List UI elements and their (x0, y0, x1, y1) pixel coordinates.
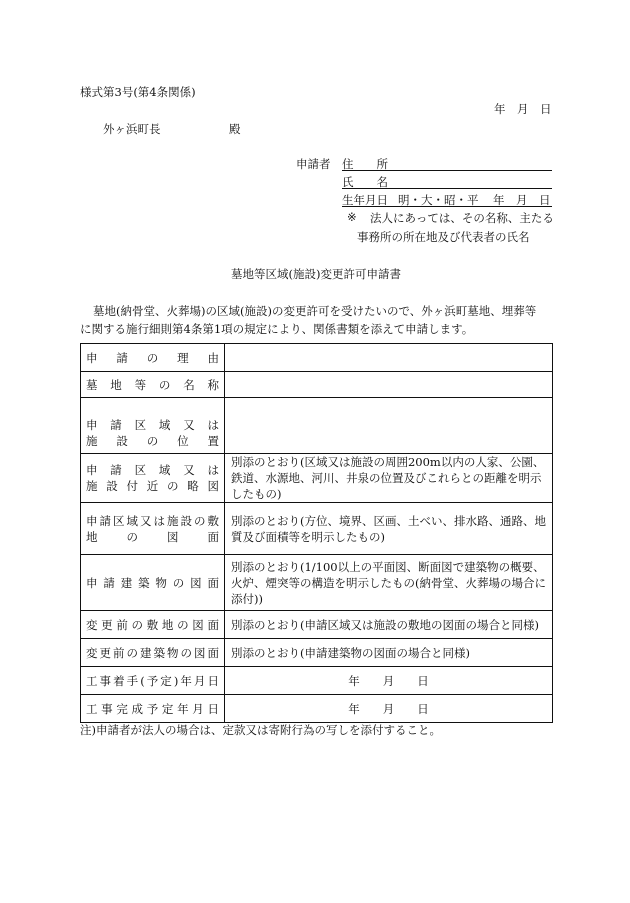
row-label: 変更前の敷地の図面 (81, 611, 225, 639)
row-label: 申請区域又は 施設付近の略図 (81, 454, 225, 503)
table-row (81, 454, 553, 503)
dob-date: 年 月 日 (493, 193, 551, 207)
submission-date: 年 月 日 (494, 102, 552, 116)
addressee-honorific: 殿 (229, 122, 241, 136)
row-label: 申請の理由 (81, 344, 225, 372)
addressee: 外ヶ浜町長 (103, 122, 161, 136)
application-table (80, 343, 553, 723)
intro-line-2: に関する施行細則第4条第1項の規定により、関係書類を添えて申請します。 (80, 322, 474, 336)
dob-era: 明・大・昭・平 (398, 193, 479, 207)
row-value: 別添のとおり(1/100以上の平面図、断面図で建築物の概要、火炉、煙突等の構造を明示したもの(納骨堂、火葬場の場合に添付)) (225, 555, 553, 611)
address-underline (342, 170, 552, 171)
dob-label: 生年月日 (342, 193, 388, 207)
applicant-address-label: 住 所 (342, 157, 388, 171)
note-mark: ※ (347, 210, 357, 224)
footnote: 注)申請者が法人の場合は、定款又は寄附行為の写しを添付すること。 (80, 723, 441, 737)
location-field[interactable] (225, 398, 553, 454)
applicant-label: 申請者 (296, 157, 331, 171)
table-row (81, 398, 553, 454)
row-label: 工事完成予定年月日 (81, 695, 225, 723)
row-label: 工事着手(予定)年月日 (81, 667, 225, 695)
row-label: 申請区域又は 施設の位置 (81, 398, 225, 454)
row-value: 別添のとおり(申請建築物の図面の場合と同様) (225, 639, 553, 667)
intro-line-1: 墓地(納骨堂、火葬場)の区域(施設)の変更許可を受けたいので、外ヶ浜町墓地、埋葬等 (93, 304, 537, 318)
start-date-field[interactable]: 年 月 日 (225, 667, 553, 695)
table-row (81, 344, 553, 372)
completion-date-field[interactable]: 年 月 日 (225, 695, 553, 723)
document-title: 墓地等区域(施設)変更許可申請書 (231, 267, 401, 281)
facility-name-field[interactable] (225, 372, 553, 398)
table-row (81, 503, 553, 555)
row-label: 申請建築物の図面 (81, 555, 225, 611)
form-number: 様式第3号(第4条関係) (80, 85, 196, 99)
reason-field[interactable] (225, 344, 553, 372)
applicant-name-label: 氏 名 (342, 175, 388, 189)
name-underline (342, 188, 552, 189)
table-row (81, 555, 553, 611)
table-row (81, 639, 553, 667)
row-label: 墓地等の名称 (81, 372, 225, 398)
table-row (81, 611, 553, 639)
table-row (81, 667, 553, 695)
row-value: 別添のとおり(方位、境界、区画、土べい、排水路、通路、地質及び面積等を明示したもの) (225, 503, 553, 555)
dob-underline (342, 206, 552, 207)
note-line-1: 法人にあっては、その名称、主たる (370, 211, 554, 225)
row-label: 変更前の建築物の図面 (81, 639, 225, 667)
note-line-2: 事務所の所在地及び代表者の氏名 (357, 230, 530, 244)
row-value: 別添のとおり(申請区域又は施設の敷地の図面の場合と同様) (225, 611, 553, 639)
table-row (81, 372, 553, 398)
row-value: 別添のとおり(区域又は施設の周囲200m以内の人家、公園、鉄道、水源地、河川、井泉の位置及びこれらとの距離を明示したもの) (225, 454, 553, 503)
table-row (81, 695, 553, 723)
row-label: 申請区域又は施設の敷 地の図面 (81, 503, 225, 555)
